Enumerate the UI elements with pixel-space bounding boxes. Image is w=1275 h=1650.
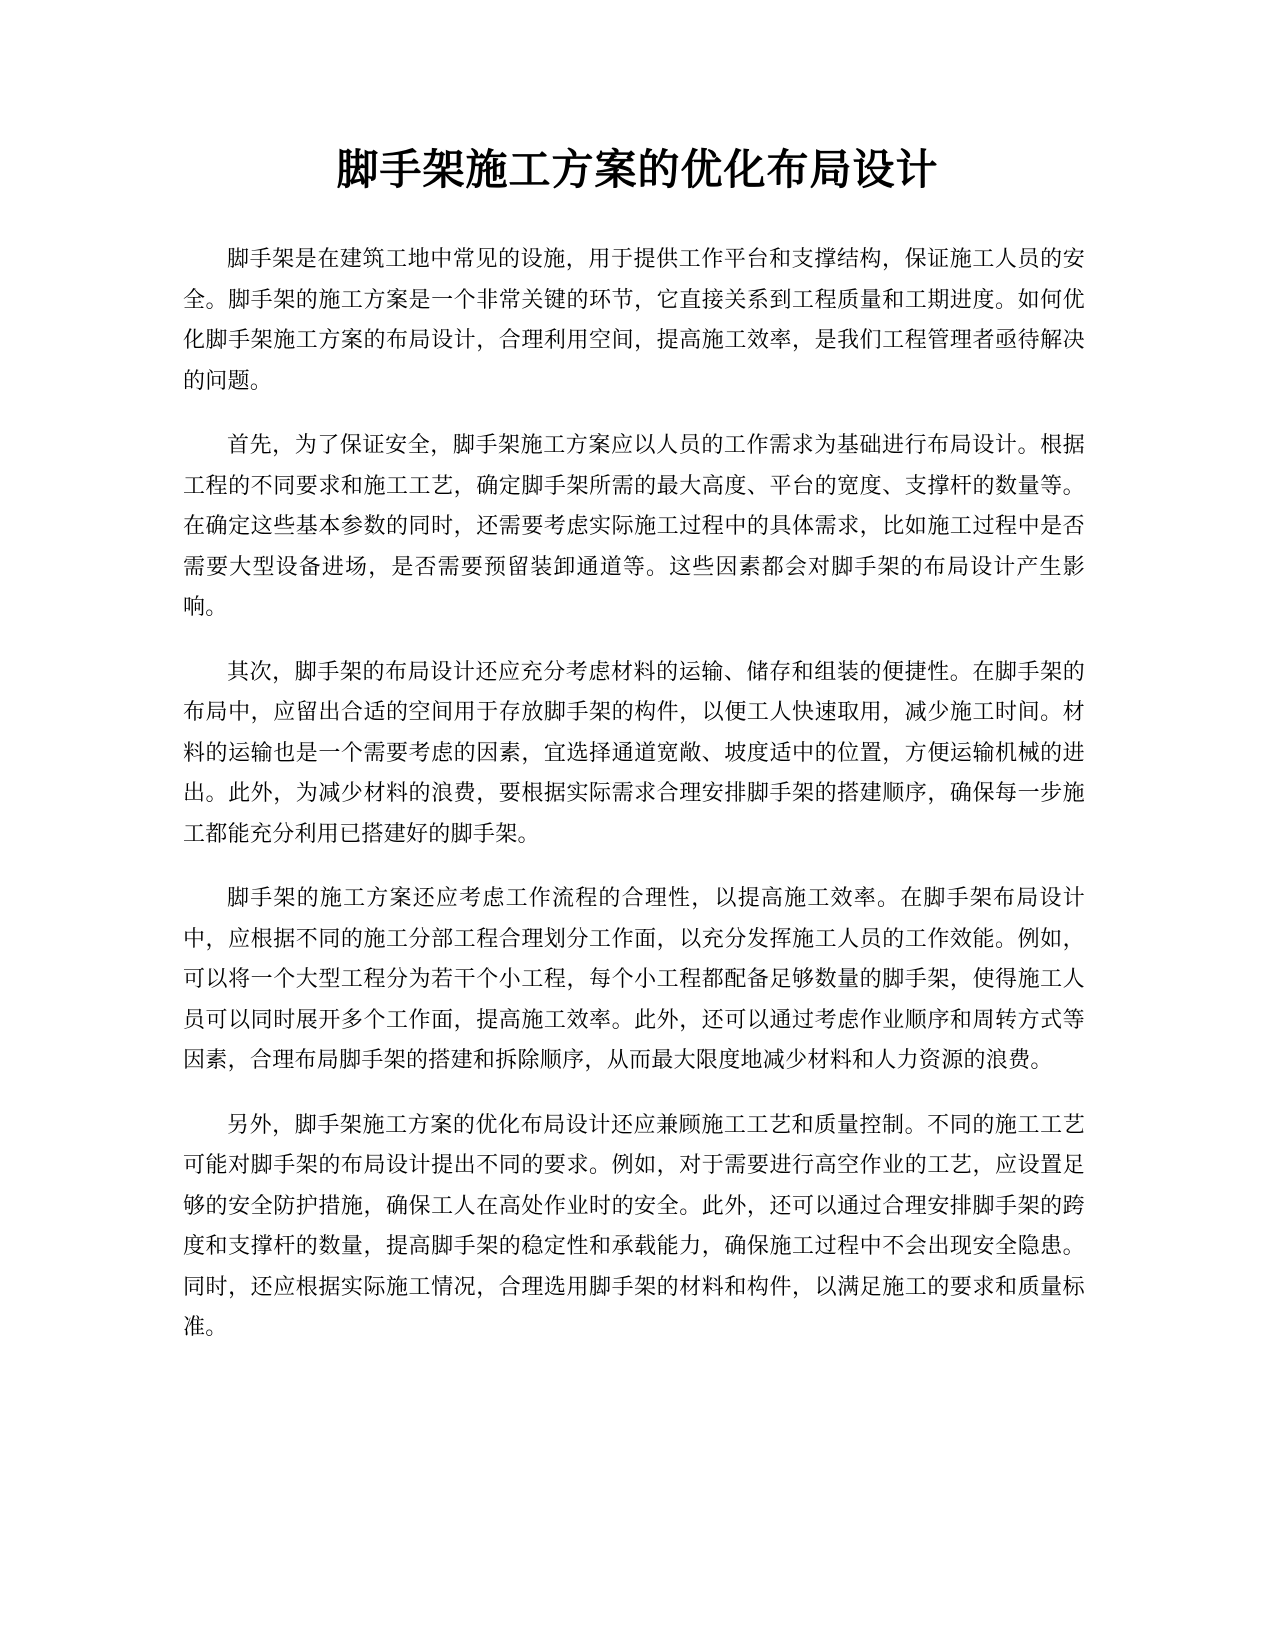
paragraph-1: 脚手架是在建筑工地中常见的设施，用于提供工作平台和支撑结构，保证施工人员的安全。脚手架的施工方案是一个非常关键的环节，它直接关系到工程质量和工期进度。如何优化脚手架施工方案的布局设计，合理利用空间，提高施工效率，是我们工程管理者亟待解决的问题。	[183, 247, 1085, 394]
paragraph-2: 首先，为了保证安全，脚手架施工方案应以人员的工作需求为基础进行布局设计。根据工程的不同要求和施工工艺，确定脚手架所需的最大高度、平台的宽度、支撑杆的数量等。在确定这些基本参数的同时，还需要考虑实际施工过程中的具体需求，比如施工过程中是否需要大型设备进场，是否需要预留装卸通道等。这些因素都会对脚手架的布局设计产生影响。	[183, 433, 1085, 620]
document-body	[183, 240, 1085, 1373]
paragraph-4: 脚手架的施工方案还应考虑工作流程的合理性，以提高施工效率。在脚手架布局设计中，应根据不同的施工分部工程合理划分工作面，以充分发挥施工人员的工作效能。例如，可以将一个大型工程分为若干个小工程，每个小工程都配备足够数量的脚手架，使得施工人员可以同时展开多个工作面，提高施工效率。此外，还可以通过考虑作业顺序和周转方式等因素，合理布局脚手架的搭建和拆除顺序，从而最大限度地减少材料和人力资源的浪费。	[183, 886, 1085, 1073]
document-title: 脚手架施工方案的优化布局设计	[336, 145, 939, 194]
paragraph-3: 其次，脚手架的布局设计还应充分考虑材料的运输、储存和组装的便捷性。在脚手架的布局中，应留出合适的空间用于存放脚手架的构件，以便工人快速取用，减少施工时间。材料的运输也是一个需要考虑的因素，宜选择通道宽敞、坡度适中的位置，方便运输机械的进出。此外，为减少材料的浪费，要根据实际需求合理安排脚手架的搭建顺序，确保每一步施工都能充分利用已搭建好的脚手架。	[183, 659, 1085, 847]
paragraph-5: 另外，脚手架施工方案的优化布局设计还应兼顾施工工艺和质量控制。不同的施工工艺可能对脚手架的布局设计提出不同的要求。例如，对于需要进行高空作业的工艺，应设置足够的安全防护措施，确保工人在高处作业时的安全。此外，还可以通过合理安排脚手架的跨度和支撑杆的数量，提高脚手架的稳定性和承载能力，确保施工过程中不会出现安全隐患。同时，还应根据实际施工情况，合理选用脚手架的材料和构件，以满足施工的要求和质量标准。	[183, 1112, 1085, 1340]
